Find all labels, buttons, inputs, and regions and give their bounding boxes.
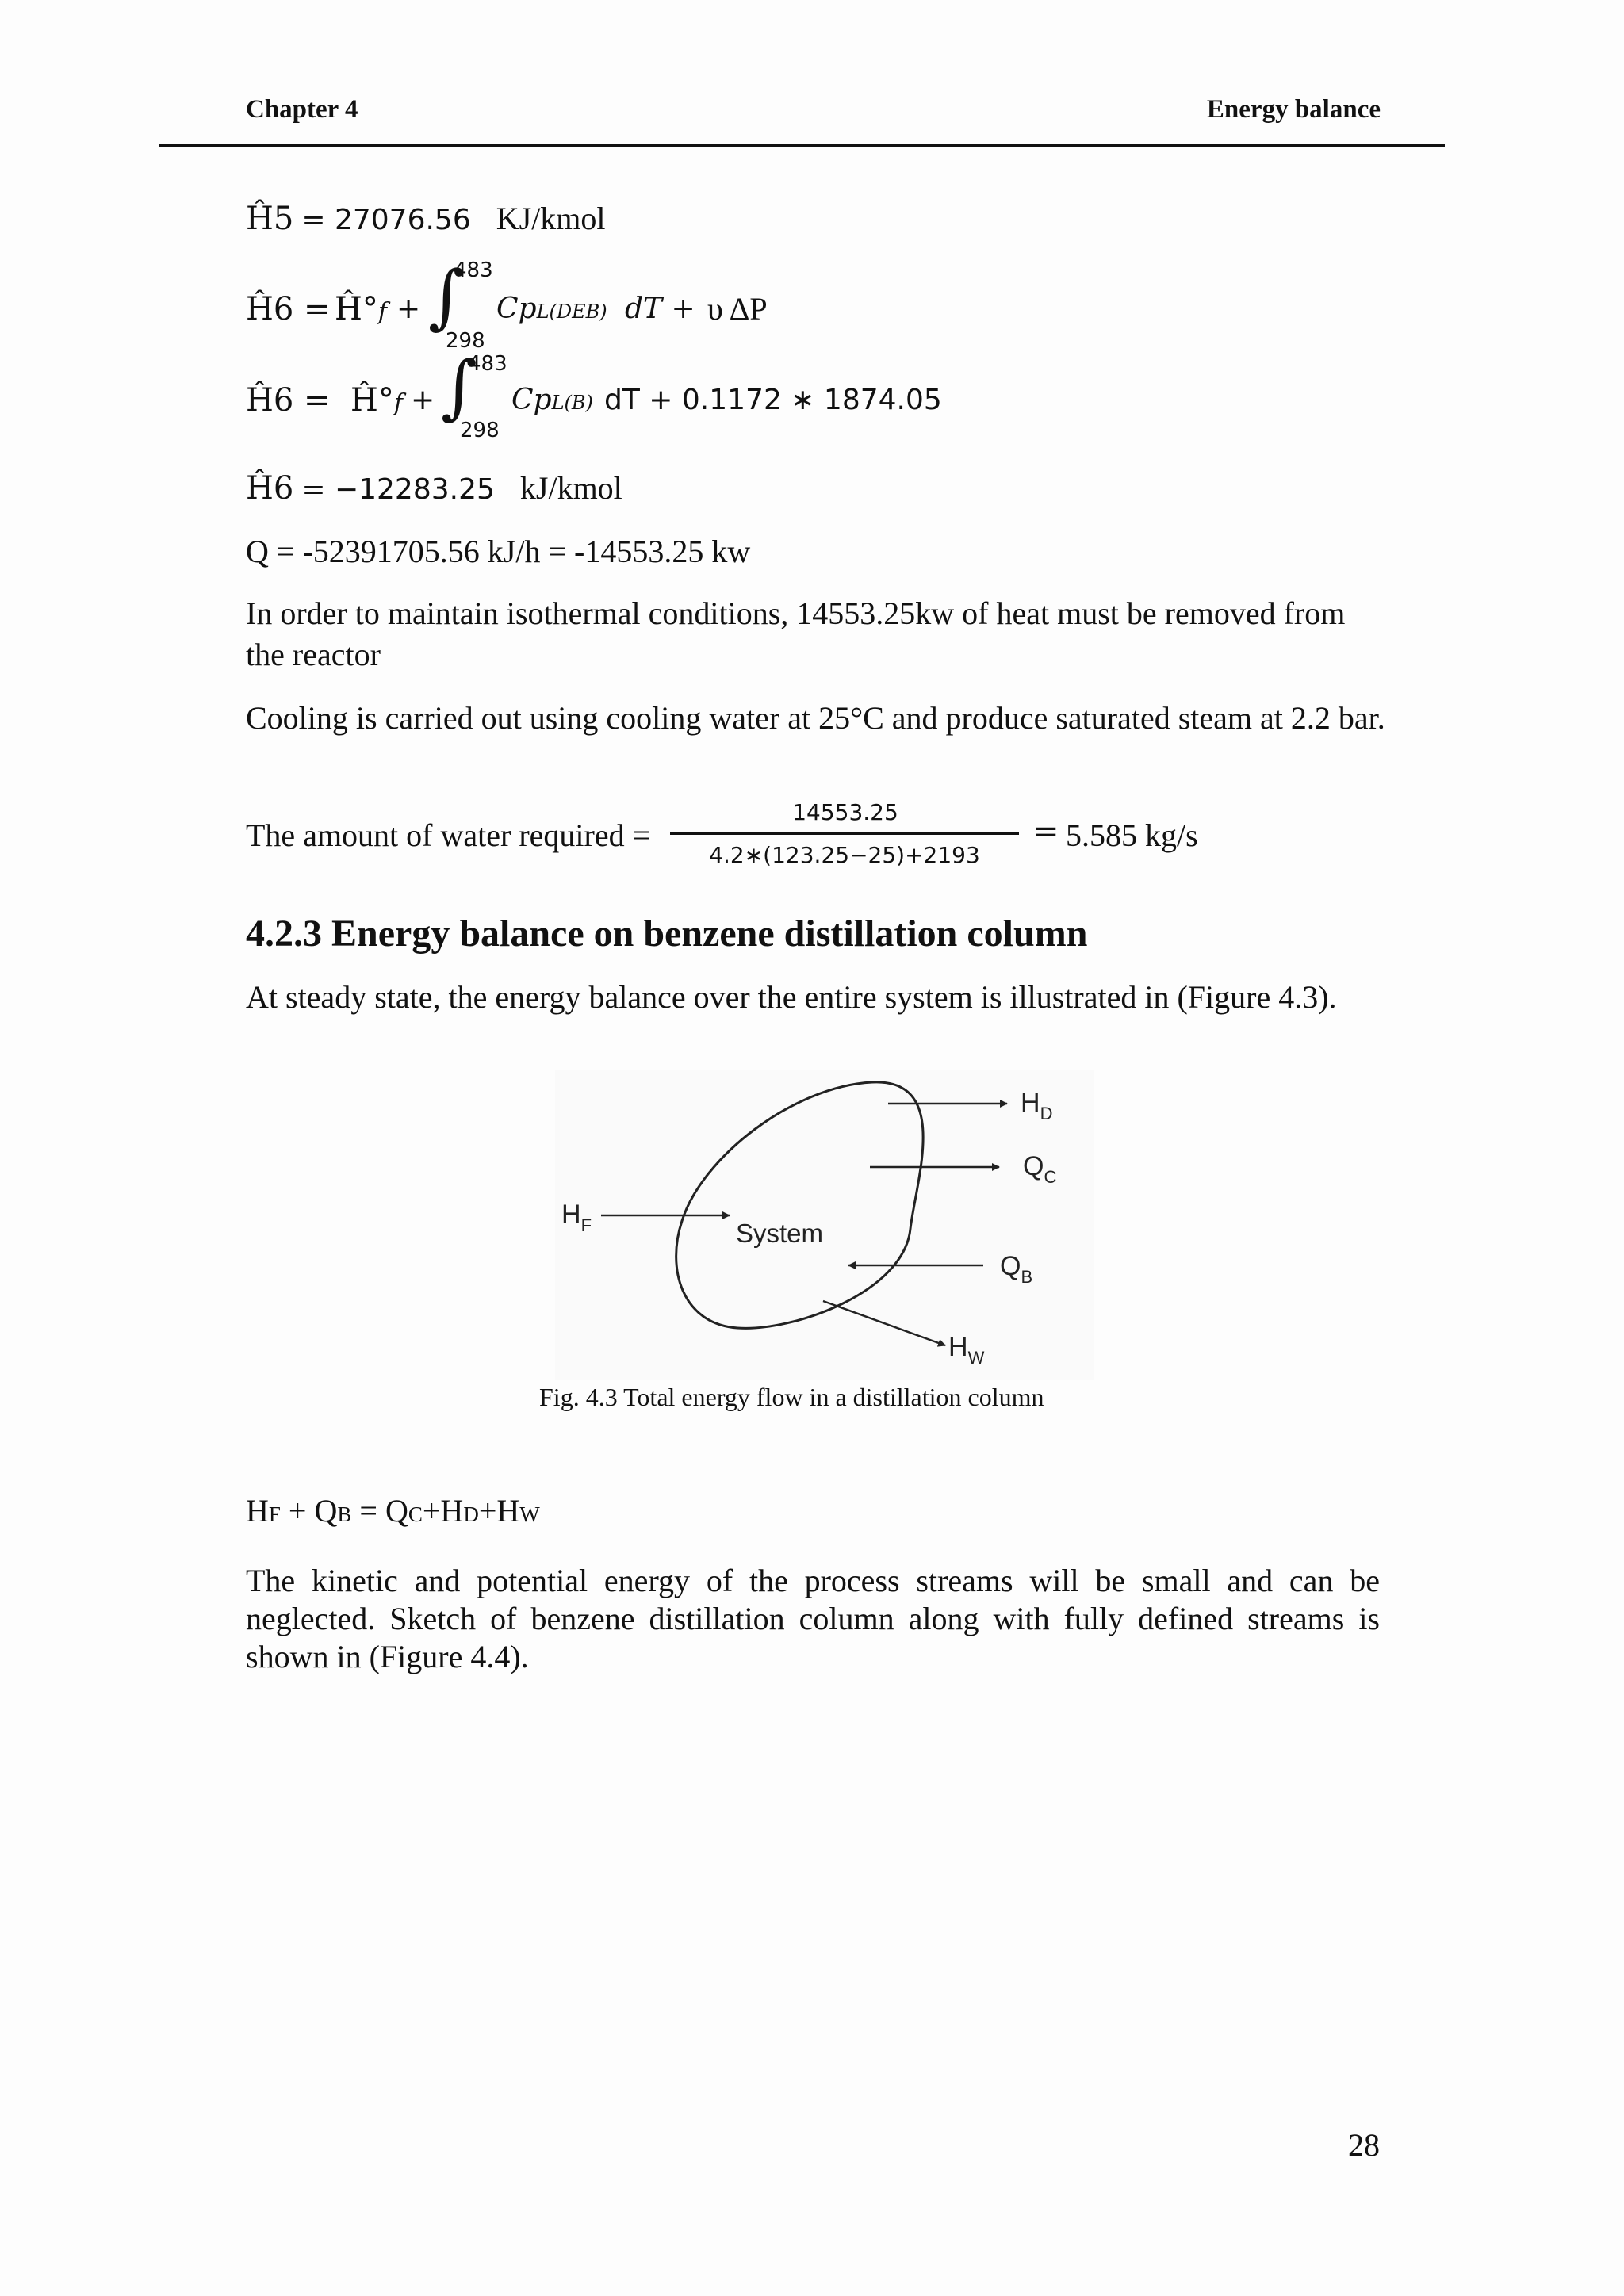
- section-intro: At steady state, the energy balance over the entire system is illustrated in (Figure 4.3).: [246, 979, 1337, 1015]
- h6-num-plus: +: [411, 384, 435, 416]
- h6-num-cp: CpL(B): [511, 384, 593, 416]
- heat-duty-line: Q = -52391705.56 kJ/h = -14553.25 kw: [246, 534, 751, 569]
- h6-result-lhs: Ĥ6: [246, 470, 294, 507]
- page-number: 28: [1348, 2127, 1380, 2163]
- fraction-bar: [670, 832, 1019, 835]
- equation-h6-definition: [246, 254, 959, 353]
- upper-limit: 483: [468, 352, 508, 376]
- h6-def-dt: dT +: [625, 293, 695, 325]
- closing-paragraph: The kinetic and potential energy of the process streams will be small and can be neglected. Sketch of benzene distillation column along with fully defined streams is shown in (Figure 4.4).: [246, 1563, 1380, 1674]
- integral-sign: ∫: [441, 346, 477, 427]
- h6-num-tail: dT + 0.1172 ∗ 1874.05: [604, 384, 942, 416]
- h6-def-plus: +: [396, 293, 421, 325]
- h5-lhs: Ĥ5: [246, 201, 294, 237]
- qb-label: $Q_B$: [1000, 1251, 1033, 1287]
- h6-result-unit: kJ/kmol: [519, 470, 622, 506]
- qc-label: $Q_C$: [1023, 1151, 1057, 1187]
- figure-caption: Fig. 4.3 Total energy flow in a distillation column: [539, 1383, 1044, 1411]
- equation-h5: [246, 203, 606, 235]
- system-label: System: [736, 1219, 824, 1248]
- lower-limit: 298: [460, 419, 500, 442]
- cooling-paragraph: Cooling is carried out using cooling water at 25°C and produce saturated steam at 2.2 bar.: [246, 700, 1385, 736]
- header-rule: [159, 144, 1445, 147]
- water-required-equation: [246, 793, 1277, 880]
- section-header: Energy balance: [1206, 95, 1381, 124]
- h6-result-rhs: = −12283.25: [301, 473, 495, 506]
- lower-limit: 298: [446, 329, 485, 353]
- h5-unit: KJ/kmol: [496, 201, 606, 236]
- fraction-denominator: 4.2∗(123.25−25)+2193: [709, 842, 980, 868]
- h6-def-tail: υ ΔP: [707, 291, 768, 327]
- fraction-numerator: 14553.25: [792, 799, 898, 825]
- energy-balance-equation: HF + QB = QC+HD+HW: [246, 1493, 540, 1529]
- hf-label: $H_F$: [561, 1200, 592, 1235]
- energy-flow-diagram: [555, 1070, 1094, 1380]
- h6-def-hf: Ĥ°f: [335, 291, 387, 327]
- water-result: 5.585 kg/s: [1066, 817, 1198, 853]
- hw-label: $H_W$: [948, 1332, 985, 1368]
- h6-def-lhs: Ĥ6 =: [246, 291, 331, 327]
- isothermal-paragraph: In order to maintain isothermal conditions, 14553.25kw of heat must be removed from the reactor: [246, 595, 1346, 672]
- chapter-header: Chapter 4: [246, 95, 358, 124]
- equals-sign: =: [1032, 813, 1059, 850]
- integral-sign: ∫: [428, 255, 465, 337]
- h6-num-hf: Ĥ°f: [350, 382, 403, 419]
- h6-def-cp: CpL(DEB): [496, 293, 607, 325]
- hd-label: $H_D$: [1021, 1088, 1053, 1123]
- section-heading: 4.2.3 Energy balance on benzene distillation column: [246, 913, 1088, 955]
- upper-limit: 483: [454, 258, 493, 282]
- h6-num-lhs: Ĥ6 =: [246, 382, 331, 419]
- equation-h6-numeric: [246, 346, 1039, 444]
- h5-rhs: = 27076.56: [301, 204, 471, 236]
- equation-h6-result: [246, 470, 622, 507]
- water-label: The amount of water required =: [246, 817, 651, 853]
